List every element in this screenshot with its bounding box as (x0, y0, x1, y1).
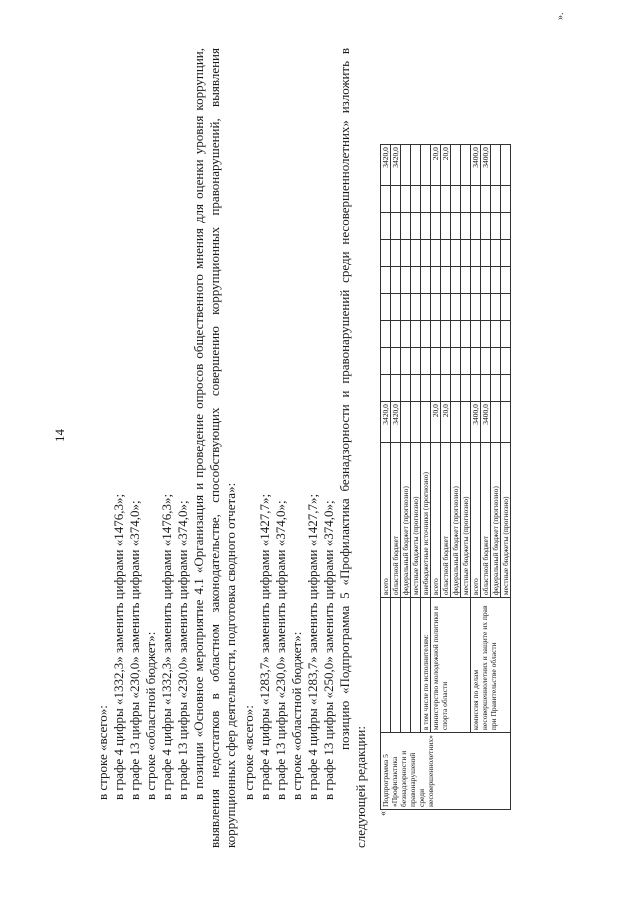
text-line: в строке «всего»: (95, 705, 110, 800)
close-quote: ». (555, 12, 566, 20)
text-line: в строке «областной бюджет»: (289, 631, 304, 800)
text-line: в графе 4 цифры «1283,7» заменить цифрами «1427,7»; (257, 493, 272, 800)
value-col13: 3400,0 (471, 145, 481, 186)
executor-cell (381, 598, 391, 733)
text-line: в графе 4 цифры «1332,3» заменить цифрами «1476,3»; (111, 493, 126, 800)
funding-kind: всего (431, 443, 441, 598)
program-name-cell: Подпрограмма 5 «Профилактика безнадзорности и правонарушений среди несовершеннолетних» (381, 733, 511, 810)
funding-kind: федеральный бюджет (прогнозно) (491, 443, 501, 598)
rotated-page-content (95, 12, 615, 848)
funding-kind: областной бюджет (441, 443, 451, 598)
executors-label: в том числе по исполнителям: (421, 598, 431, 733)
funding-kind: областной бюджет (391, 443, 401, 598)
funding-kind: областной бюджет (481, 443, 491, 598)
text-line: в графе 4 цифры «1283,7» заменить цифрами «1427,7»; (305, 493, 320, 800)
text-line: в строке «всего»: (241, 705, 256, 800)
paragraph: в позиции «Основное мероприятие 4.1 «Организация и проведение опросов общественного мнения для оценки уровня коррупции, выявления недостатков в областном законодательстве, способствующих совершению коррупционных правонарушений, выявления коррупционных сфер деятельности, подготовка сводного отчета»: (191, 48, 238, 848)
value-col4: 3400,0 (481, 402, 491, 443)
executor-name: министерство молодежной политики и спорта области (431, 598, 471, 733)
funding-kind: местные бюджеты (прогнозно) (411, 443, 421, 598)
text-line: в графе 13 цифры «250,0» заменить цифрами «374,0»; (321, 500, 336, 800)
funding-kind: всего (381, 443, 391, 598)
text-line: в графе 4 цифры «1332,3» заменить цифрами «1476,3»; (159, 493, 174, 800)
value-col13: 3400,0 (481, 145, 491, 186)
open-quote: « (378, 811, 389, 816)
paragraph: позицию «Подпрограмма 5 «Профилактика безнадзорности и правонарушений среди несовершеннолетних» изложить в следующей редакции: (337, 48, 368, 848)
value-col4: 20,0 (431, 402, 441, 443)
funding-kind: местные бюджеты (прогнозно) (461, 443, 471, 598)
value-col13: 3420,0 (391, 145, 401, 186)
page-number: 14 (52, 429, 67, 442)
funding-kind: внебюджетные источники (прогнозно) (421, 443, 431, 598)
text-line: в графе 13 цифры «230,0» заменить цифрами «374,0»; (127, 500, 142, 800)
text-line: в строке «областной бюджет»: (143, 631, 158, 800)
executor-name: комиссия по делам несовершеннолетних и защите их прав при Правительстве области (471, 598, 511, 733)
value-col4: 3420,0 (381, 402, 391, 443)
value-col13: 20,0 (441, 145, 451, 186)
value-col13: 3420,0 (381, 145, 391, 186)
text-line: в графе 13 цифры «230,0» заменить цифрами «374,0»; (273, 500, 288, 800)
value-col4: 3420,0 (391, 402, 401, 443)
value-col13: 20,0 (431, 145, 441, 186)
value-col4: 20,0 (441, 402, 451, 443)
funding-kind: федеральный бюджет (прогнозно) (451, 443, 461, 598)
text-line: в графе 13 цифры «230,0» заменить цифрами «374,0»; (175, 500, 190, 800)
funding-kind: всего (471, 443, 481, 598)
program-table (380, 144, 511, 810)
funding-kind: федеральный бюджет (прогнозно) (401, 443, 411, 598)
funding-kind: местные бюджеты (прогнозно) (501, 443, 511, 598)
value-col4: 3400,0 (471, 402, 481, 443)
